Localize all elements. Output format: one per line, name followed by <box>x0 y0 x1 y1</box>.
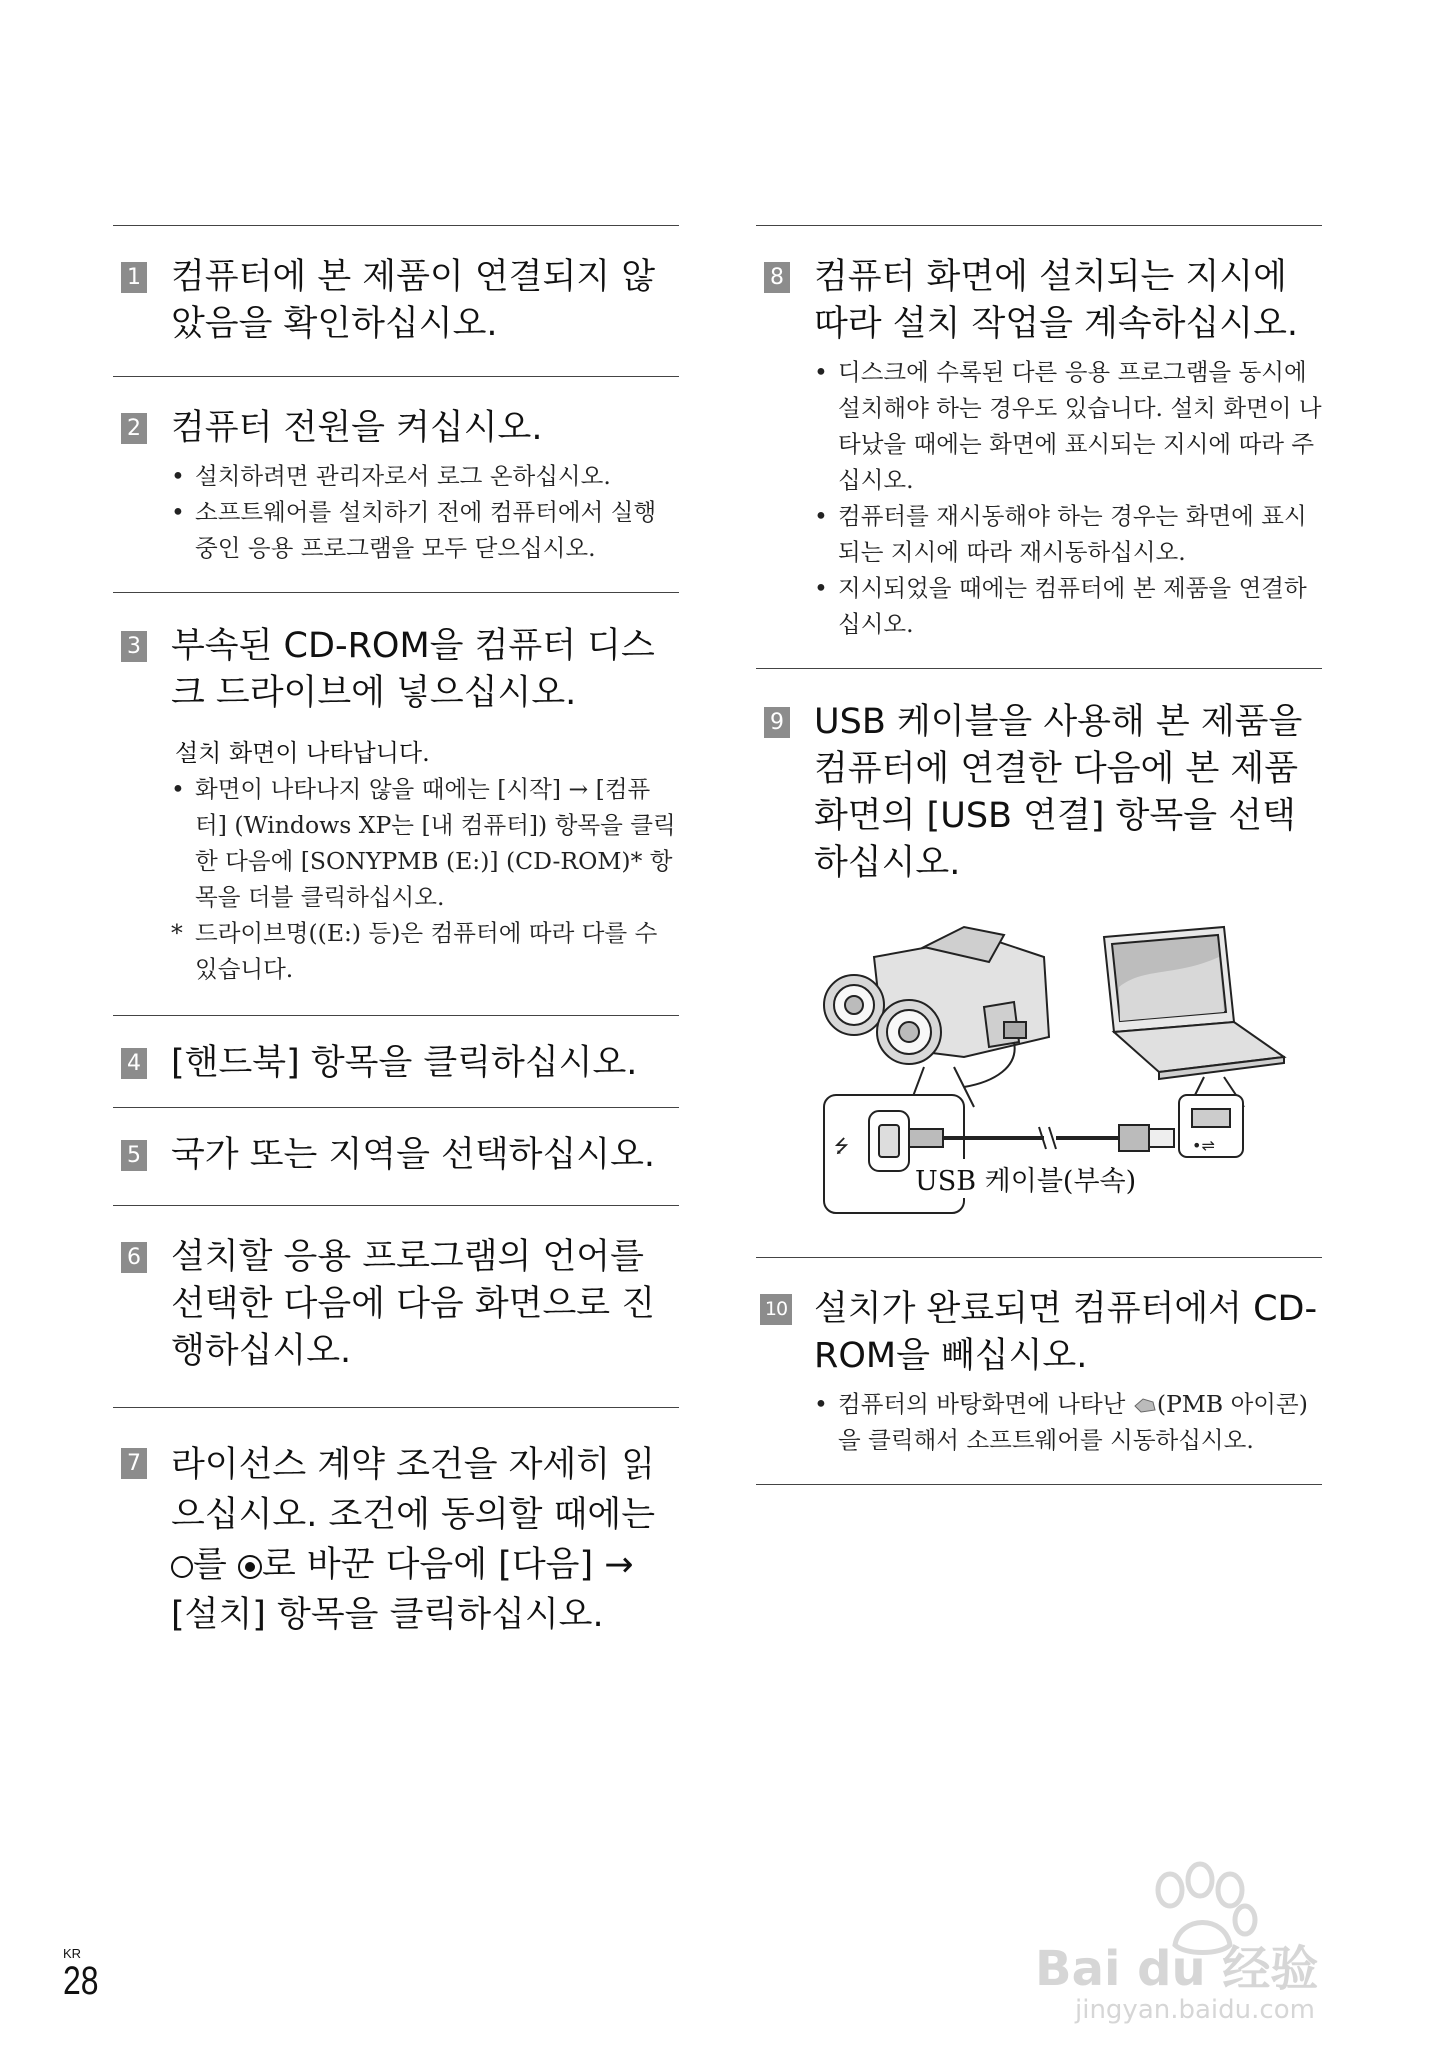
step-number: 2 <box>121 413 147 444</box>
right-column <box>756 225 1322 1485</box>
step-10 <box>756 1258 1322 1484</box>
step-number: 4 <box>121 1048 147 1079</box>
step-title: USB 케이블을 사용해 본 제품을 컴퓨터에 연결한 다음에 본 제품 화면의 [USB 연결] 항목을 선택하십시오. <box>814 702 1303 883</box>
step-number: 3 <box>121 631 147 662</box>
left-column <box>113 225 679 1640</box>
step-number: 8 <box>764 262 790 293</box>
bullet-item: • 소프트웨어를 설치하기 전에 컴퓨터에서 실행 중인 응용 프로그램을 모두 닫으십시오. <box>171 498 657 562</box>
bullet-list <box>171 771 679 987</box>
watermark <box>1020 1860 1380 2030</box>
connection-illustration <box>814 917 1314 1217</box>
step-1 <box>113 226 679 376</box>
step-number: 6 <box>121 1242 147 1273</box>
bullet-list <box>814 1386 1322 1458</box>
radio-selected-icon <box>238 1555 262 1579</box>
step-title: 국가 또는 지역을 선택하십시오. <box>171 1135 656 1175</box>
bullet-list <box>814 354 1322 642</box>
step-2 <box>113 377 679 592</box>
step-4 <box>113 1016 679 1107</box>
step-text: 설치 화면이 나타납니다. <box>175 739 430 767</box>
footnote: * 드라이브명((E:) 등)은 컴퓨터에 따라 다를 수 있습니다. <box>171 919 658 983</box>
step-title: 컴퓨터 전원을 켜십시오. <box>171 408 543 448</box>
step-5 <box>113 1108 679 1205</box>
step-title: 컴퓨터 화면에 설치되는 지시에 따라 설치 작업을 계속하십시오. <box>814 257 1299 344</box>
usb-a-port-icon <box>1192 1109 1230 1127</box>
step-9 <box>756 669 1322 1257</box>
step-title: 부속된 CD-ROM을 컴퓨터 디스크 드라이브에 넣으십시오. <box>171 626 655 713</box>
step-6 <box>113 1206 679 1407</box>
page-number <box>63 1946 108 2001</box>
watermark-brand: Bai du 经验 <box>1035 1941 1319 1997</box>
divider <box>756 1484 1322 1485</box>
step-number: 9 <box>764 707 790 738</box>
step-number: 10 <box>760 1294 792 1325</box>
step-7 <box>113 1408 679 1640</box>
bullet-item: • 화면이 나타나지 않을 때에는 [시작] → [컴퓨터] (Windows XP는 [내 컴퓨터]) 항목을 클릭한 다음에 [SONYPMB (E:)] (CD-ROM)* 항목을 더블 클릭하십시오. <box>171 775 676 911</box>
step-3 <box>113 593 679 1015</box>
svg-text:•⇌: •⇌ <box>1192 1136 1215 1155</box>
watermark-url: jingyan.baidu.com <box>1075 1995 1315 2025</box>
language-code: KR <box>63 1946 82 1961</box>
usb-symbol-icon: ⭍ <box>834 1136 849 1157</box>
step-number: 1 <box>121 262 147 293</box>
bullet-item: • 컴퓨터의 바탕화면에 나타난 (PMB 아이콘)을 클릭해서 소프트웨어를 시동하십시오. <box>814 1390 1308 1454</box>
step-title: 설치할 응용 프로그램의 언어를 선택한 다음에 다음 화면으로 진행하십시오. <box>171 1237 656 1371</box>
step-title: 컴퓨터에 본 제품이 연결되지 않았음을 확인하십시오. <box>171 257 656 344</box>
bullet-item: • 지시되었을 때에는 컴퓨터에 본 제품을 연결하십시오. <box>814 574 1307 638</box>
bullet-list <box>171 458 679 566</box>
bullet-item: • 설치하려면 관리자로서 로그 온하십시오. <box>171 462 611 490</box>
radio-unselected-icon <box>171 1556 193 1578</box>
step-number: 5 <box>121 1140 147 1171</box>
pmb-icon <box>1133 1396 1157 1414</box>
page-number-value: 28 <box>63 1959 99 2003</box>
step-number: 7 <box>121 1448 147 1479</box>
figure-caption: USB 케이블(부속) <box>911 1159 1140 1198</box>
bullet-item: • 컴퓨터를 재시동해야 하는 경우는 화면에 표시되는 지시에 따라 재시동하십시오. <box>814 502 1307 566</box>
bullet-item: • 디스크에 수록된 다른 응용 프로그램을 동시에 설치해야 하는 경우도 있습니다. 설치 화면이 나타났을 때에는 화면에 표시되는 지시에 따라 주십시오. <box>814 358 1322 494</box>
step-title: 라이선스 계약 조건을 자세히 읽으십시오. 조건에 동의할 때에는 를 로 바꾼 다음에 [다음] → [설치] 항목을 클릭하십시오. <box>171 1445 656 1635</box>
step-8 <box>756 226 1322 668</box>
usb-port-icon <box>869 1111 909 1171</box>
step-title: [핸드북] 항목을 클릭하십시오. <box>171 1043 638 1083</box>
laptop-icon <box>1104 927 1284 1079</box>
step-title: 설치가 완료되면 컴퓨터에서 CD-ROM을 빼십시오. <box>814 1289 1318 1376</box>
